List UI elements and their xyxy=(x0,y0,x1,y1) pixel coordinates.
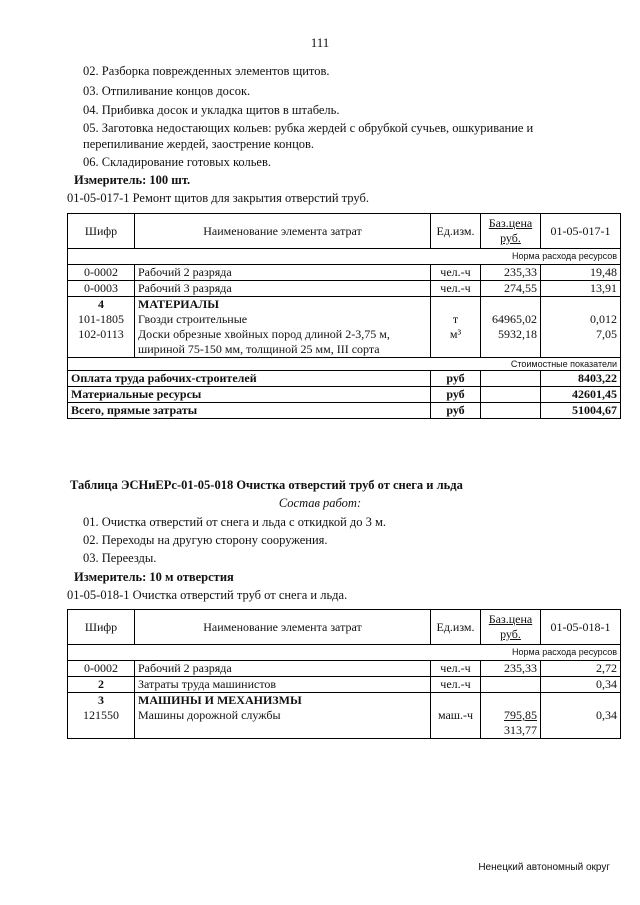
row-unit: чел.-ч xyxy=(431,677,481,693)
row-code: 2 xyxy=(68,677,135,693)
work-item: 02. Переходы на другую сторону сооружения. xyxy=(83,533,328,547)
row-code: 3 xyxy=(68,693,135,709)
total-name: Всего, прямые затраты xyxy=(68,403,431,419)
row-unit: чел.-ч xyxy=(431,281,481,297)
row-name: Затраты труда машинистов xyxy=(135,677,431,693)
composition-title: Состав работ: xyxy=(278,496,362,510)
row-price: 795,85 xyxy=(504,708,537,722)
row-value: 0,34 xyxy=(541,677,621,693)
row-price: 274,55 xyxy=(481,281,541,297)
work-item: перепиливание жердей, заострение концов. xyxy=(83,137,315,151)
row-name: МАШИНЫ И МЕХАНИЗМЫ xyxy=(135,693,431,709)
work-item: 06. Складирование готовых кольев. xyxy=(83,155,271,169)
row-name: Машины дорожной службы xyxy=(135,708,431,739)
row-price-2: 313,77 xyxy=(504,723,537,737)
footer-region: Ненецкий автономный округ xyxy=(478,862,610,873)
col-unit-header: Ед.изм. xyxy=(431,610,481,645)
cost-header: Стоимостные показатели xyxy=(68,358,621,371)
row-price: 235,33 xyxy=(481,265,541,281)
row-value: 7,05 xyxy=(541,327,621,358)
meter-label: Измеритель: 100 шт. xyxy=(74,173,191,187)
total-name: Материальные ресурсы xyxy=(68,387,431,403)
row-unit: чел.-ч xyxy=(431,265,481,281)
table-row xyxy=(68,661,621,677)
work-item: 05. Заготовка недостающих кольев: рубка жердей с обрубкой сучьев, ошкуривание и xyxy=(83,121,534,135)
row-code: 102-0113 xyxy=(68,327,135,358)
total-name: Оплата труда рабочих-строителей xyxy=(68,371,431,387)
row-value: 2,72 xyxy=(541,661,621,677)
work-item: 02. Разборка поврежденных элементов щитов. xyxy=(83,64,330,78)
item-code-line: 01-05-018-1 Очистка отверстий труб от снега и льда. xyxy=(67,588,348,602)
table-row xyxy=(68,312,621,327)
col-code-header: Шифр xyxy=(68,610,135,645)
total-unit: руб xyxy=(431,403,481,419)
col-price-header: Баз.цена руб. xyxy=(481,214,541,249)
row-name: Рабочий 2 разряда xyxy=(135,265,431,281)
col-price-header: Баз.цена руб. xyxy=(481,610,541,645)
table-row xyxy=(68,693,621,709)
work-item: 04. Прибивка досок и укладка щитов в штабель. xyxy=(83,103,340,117)
row-value: 0,34 xyxy=(541,708,621,739)
row-unit: маш.-ч xyxy=(431,708,481,739)
total-row xyxy=(68,387,621,403)
row-value: 19,48 xyxy=(541,265,621,281)
row-name: Доски обрезные хвойных пород длиной 2-3,75 м, шириной 75-150 мм, толщиной 25 мм, III сорта xyxy=(135,327,431,358)
row-code: 0-0002 xyxy=(68,265,135,281)
row-name: МАТЕРИАЛЫ xyxy=(135,297,431,313)
table-row xyxy=(68,708,621,739)
resource-table-1 xyxy=(67,213,621,419)
row-name: Рабочий 3 разряда xyxy=(135,281,431,297)
table-row xyxy=(68,297,621,313)
row-price: 5932,18 xyxy=(481,327,541,358)
row-code: 121550 xyxy=(68,708,135,739)
total-row xyxy=(68,371,621,387)
col-unit-header: Ед.изм. xyxy=(431,214,481,249)
work-item: 03. Переезды. xyxy=(83,551,157,565)
col-norm-code-header: 01-05-018-1 xyxy=(541,610,621,645)
work-item: 01. Очистка отверстий от снега и льда с откидкой до 3 м. xyxy=(83,515,387,529)
col-code-header: Шифр xyxy=(68,214,135,249)
row-unit: чел.-ч xyxy=(431,661,481,677)
row-price-cell xyxy=(481,708,541,739)
total-value: 42601,45 xyxy=(541,387,621,403)
total-value: 51004,67 xyxy=(541,403,621,419)
norm-header: Норма расхода ресурсов xyxy=(68,249,621,265)
item-code-line: 01-05-017-1 Ремонт щитов для закрытия отверстий труб. xyxy=(67,191,369,205)
row-unit: м³ xyxy=(431,327,481,358)
row-code: 4 xyxy=(68,297,135,313)
table-row xyxy=(68,281,621,297)
row-name: Рабочий 2 разряда xyxy=(135,661,431,677)
row-value: 13,91 xyxy=(541,281,621,297)
total-row xyxy=(68,403,621,419)
table-title: Таблица ЭСНиЕРс-01-05-018 Очистка отверстий труб от снега и льда xyxy=(70,478,463,492)
row-code: 0-0003 xyxy=(68,281,135,297)
meter-label: Измеритель: 10 м отверстия xyxy=(74,570,234,584)
total-unit: руб xyxy=(431,387,481,403)
row-price xyxy=(481,677,541,693)
row-code: 101-1805 xyxy=(68,312,135,327)
resource-table-2 xyxy=(67,609,621,739)
row-price: 235,33 xyxy=(481,661,541,677)
page-number: 111 xyxy=(310,35,330,50)
table-row xyxy=(68,327,621,358)
col-norm-code-header: 01-05-017-1 xyxy=(541,214,621,249)
table-row xyxy=(68,265,621,281)
row-code: 0-0002 xyxy=(68,661,135,677)
work-item: 03. Отпиливание концов досок. xyxy=(83,84,251,98)
norm-header: Норма расхода ресурсов xyxy=(68,645,621,661)
total-unit: руб xyxy=(431,371,481,387)
col-name-header: Наименование элемента затрат xyxy=(135,214,431,249)
total-value: 8403,22 xyxy=(541,371,621,387)
row-name: Гвозди строительные xyxy=(135,312,431,327)
table-row xyxy=(68,677,621,693)
col-name-header: Наименование элемента затрат xyxy=(135,610,431,645)
row-price: 64965,02 xyxy=(481,312,541,327)
row-unit: т xyxy=(431,312,481,327)
row-value: 0,012 xyxy=(541,312,621,327)
